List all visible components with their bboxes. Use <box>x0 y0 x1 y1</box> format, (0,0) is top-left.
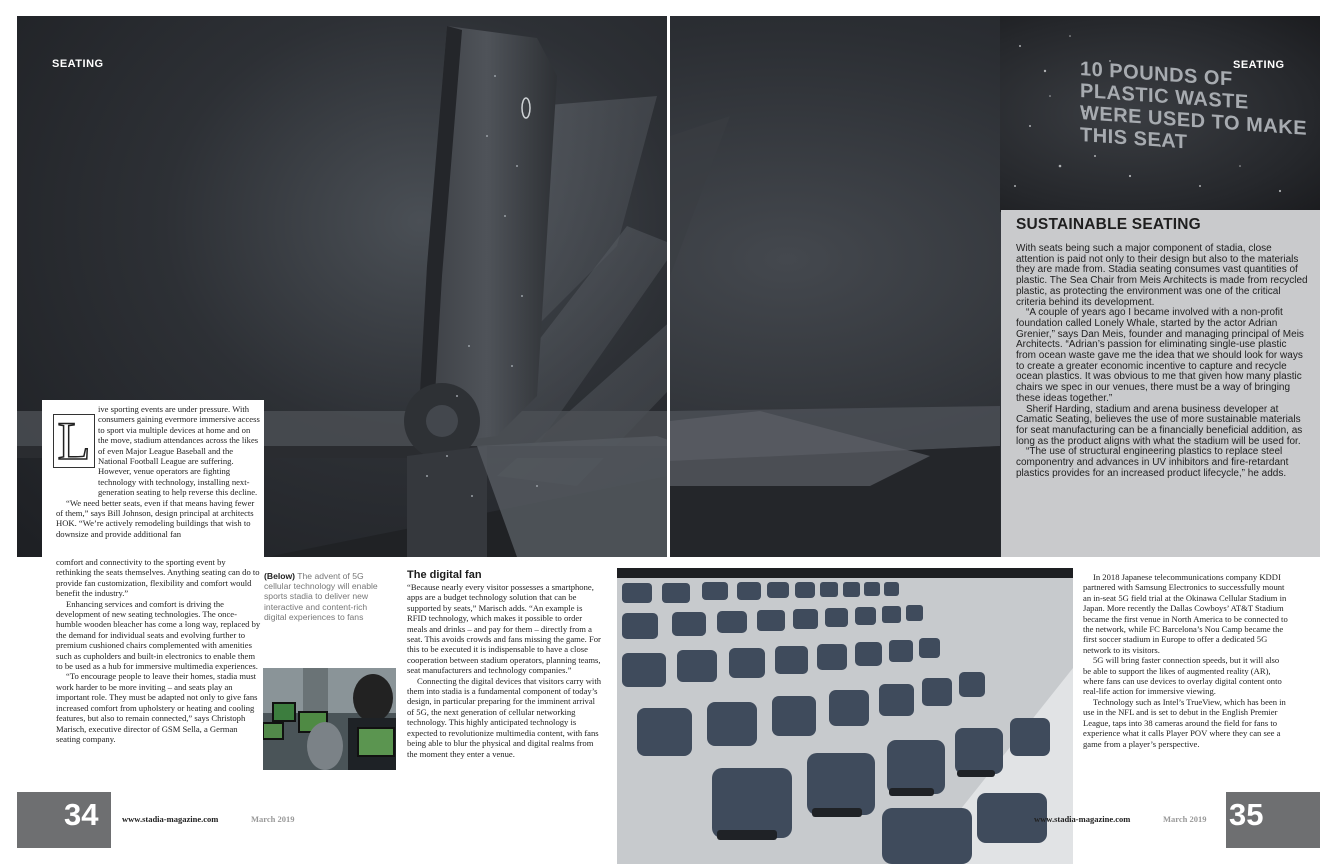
caption-text: The advent of 5G cellular technology will enable sports stadia to deliver new interactive and content-rich digital experiences to fans <box>264 571 378 622</box>
footer-date-left: March 2019 <box>251 814 295 824</box>
sign-lettering: 10 POUNDS OF PLASTIC WASTE WERE USED TO MAKE THIS SEAT <box>1080 57 1308 154</box>
paragraph: In 2018 Japanese telecommunications company KDDI partnered with Samsung Electronics to successfully mount an in-seat 5G field trial at the Okinawa Cellular Stadium in Japan. More recently the Dallas Cowboys’ AT&T Stadium became the first venue in North America to be connected to the network, while FC Barcelona’s Nou Camp became the first soccer stadium in Europe to offer a dedicated 5G network to its visitors. <box>1083 572 1288 655</box>
footer-url-right[interactable]: www.stadia-magazine.com <box>1034 814 1131 824</box>
paragraph: “A couple of years ago I became involved with a non-profit foundation called Lonely Whale, started by the actor Adrian Grenier,” says Dan Meis, founder and managing principal of Meis Architects. “Adrian’s passion for eliminating single-use plastic from ocean waste gave me the idea that we should look for ways to create a greater economic incentive to capture and recycle ocean plastics. It was obvious to me that given how many plastic chairs we spec in our venues, there must be a way of bringing these ideas together.” <box>1016 307 1304 404</box>
paragraph: “The use of structural engineering plastics to replace steel componentry and advances in UV inhibitors and fire-retardant plastics provides for an increased product lifecycle,” he adds. <box>1016 446 1289 479</box>
right-column-text <box>1083 572 1289 749</box>
paragraph: “Because nearly every visitor possesses a smartphone, apps are a budget technology solution that can be supported by seats,” Marisch adds. “An example is RFID technology, which makes it possible to order meals and drinks – and pay for them – directly from a seat. This avoids crowds and fans missing the game. For this to be executed it is indispensable to have a close cooperation between stadium operators, planning teams, seat manufacturers and technology companies.” <box>407 582 601 676</box>
paragraph: 5G will bring faster connection speeds, but it will also be able to support the likes of augmented reality (AR), where fans can use devices to overlay digital content onto real-life action for immersive viewing. <box>1083 655 1282 697</box>
paragraph: Technology such as Intel’s TrueView, which has been in use in the NFL and is set to debut in the English Premier League, taps into 38 cameras around the field for fans to experience what it calls Player POV where they can see a game from a player’s perspective. <box>1083 696 1286 749</box>
footer-url-left[interactable]: www.stadia-magazine.com <box>122 814 219 824</box>
drop-cap: L <box>53 414 95 468</box>
sustainable-seating-heading: SUSTAINABLE SEATING <box>1016 216 1201 233</box>
stadium-seats-illustration <box>617 568 1073 864</box>
sustainable-seating-body <box>1016 244 1308 479</box>
digital-fan-heading: The digital fan <box>407 569 482 581</box>
caption-lead: (Below) <box>264 571 296 581</box>
paragraph: Sherif Harding, stadium and arena business developer at Camatic Seating, believes the use of more sustainable materials for seat manufacturing can be a financially beneficial addition, as long as the product aligns with what the stadium will be used for. <box>1016 403 1303 447</box>
digital-fan-body <box>407 582 603 759</box>
paragraph: Connecting the digital devices that visitors carry with them into stadia is a fundamental component of today’s design, in particular preparing for the imminent arrival of 5G, the next generation of cellular networking technology. This highly anticipated technology is expected to revolutionize multimedia content, with fans being able to blur the physical and digital realms from the moment they enter a venue. <box>407 675 602 759</box>
stadium-seats-photo <box>617 568 1073 864</box>
section-label-left: SEATING <box>52 58 104 70</box>
fans-photo-illustration <box>263 668 396 770</box>
page-number-left: 34 <box>64 797 99 832</box>
paragraph: “To encourage people to leave their homes, stadia must work harder to be more inviting – and seats play an important role. They must be adapted not only to give fans increased comfort from upholstery or heating and cooling features, but also to remain connected,” says Christoph Marisch, executive director of GSM Sella, a German seating company. <box>56 671 258 744</box>
paragraph: With seats being such a major component of stadia, close attention is paid not only to their design but also to the materials they are made from. Stadia seating consumes vast quantities of plastic. The Sea Chair from Meis Architects is made from recycled plastic, as protecting the environment was one of the critical criteria behind its development. <box>1016 243 1308 308</box>
intro-paragraph: ive sporting events are under pressure. With consumers gaining evermore immersive access to sport via multiple devices at home and on the move, stadium attendances across the likes of even Major League Baseball and the National Football League are suffering. However, venue operators are fighting technology with technology, installing next-generation seating to help reverse this decline. <box>98 404 260 498</box>
paragraph: Enhancing services and comfort is driving the development of new seating technologies. The once-humble wooden bleacher has come a long way, replaced by the demand for individual seats and evolving further to premium cushioned chairs complemented with amenities such as cupholders and built-in electronics to enable them to be used as a hub for immersive multimedia experiences. <box>56 598 261 672</box>
section-label-right: SEATING <box>1233 59 1285 71</box>
intro-paragraph: “We need better seats, even if that means having fewer of them,” says Bill Johnson, design principal at architects HOK. “We’re actively remodeling buildings that wish to downsize and provide additional fan <box>56 497 255 539</box>
page-number-right: 35 <box>1229 797 1264 832</box>
photo-caption <box>264 571 384 622</box>
fans-with-devices-photo <box>263 668 396 770</box>
intro-continued <box>56 557 262 744</box>
paragraph: comfort and connectivity to the sporting event by rethinking the seats themselves. Anything seating can do to provide fan customization, flexibility and comfort would benefit the industry.” <box>56 557 260 599</box>
footer-date-right: March 2019 <box>1163 814 1207 824</box>
